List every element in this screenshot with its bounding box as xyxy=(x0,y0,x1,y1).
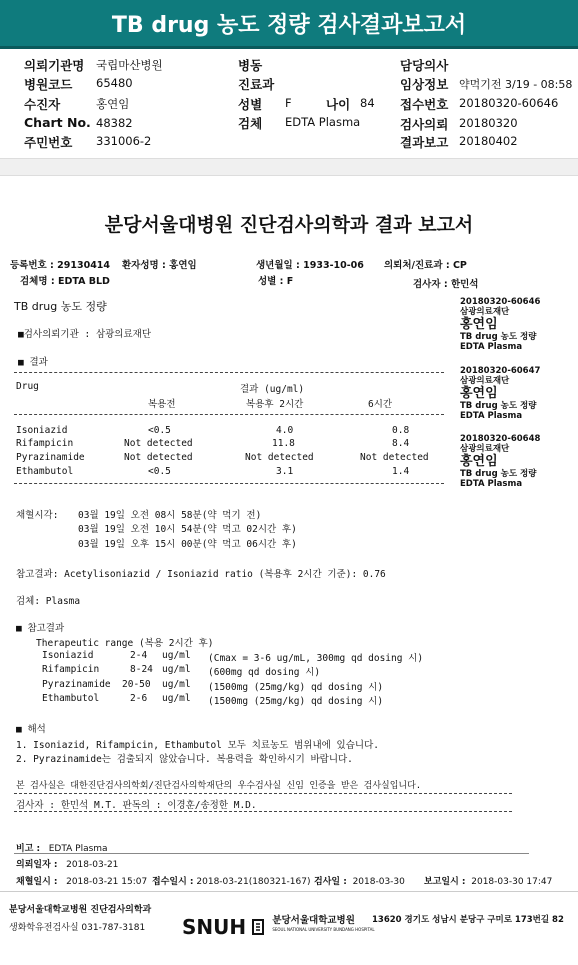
title-bar xyxy=(0,0,578,49)
header-value-report-date: 20180402 xyxy=(459,134,518,148)
draw-time-value: 2018-03-21 15:07 xyxy=(66,877,148,887)
report-sex-value: F xyxy=(286,276,294,287)
header-label-institution: 의뢰기관명 xyxy=(24,58,85,73)
collection-label: 채혈시각: xyxy=(16,510,59,521)
sticker-org: 삼광의료재단 xyxy=(460,307,510,317)
sticker-number: 20180320-60647 xyxy=(460,366,541,376)
sticker-test: TB drug 농도 정량 xyxy=(460,332,537,342)
draw-time-label: 채혈일시 : xyxy=(16,877,58,887)
result-drug-name: Isoniazid xyxy=(16,425,68,436)
dob-label: 생년월일 : xyxy=(256,260,300,271)
result-drug-name: Ethambutol xyxy=(16,466,74,477)
result-value-pre: <0.5 xyxy=(148,425,171,436)
range-note: (1500mg (25mg/kg) qd dosing 시) xyxy=(208,682,384,693)
sticker-name: 홍연임 xyxy=(460,317,498,332)
patient-name-value: 홍연임 xyxy=(169,260,197,271)
report-sex-label: 성별 : xyxy=(258,276,284,287)
dept-label: 의뢰처/진료과 : xyxy=(384,260,450,271)
header-value-specimen: EDTA Plasma xyxy=(285,115,361,129)
logo-mark-icon xyxy=(251,919,265,935)
header-label-chart-no: Chart No. xyxy=(24,115,91,130)
result-value-6h: Not detected xyxy=(360,452,429,463)
result-heading: ■ 결과 xyxy=(18,357,48,368)
request-date-value: 2018-03-21 xyxy=(66,860,119,870)
range-note: (Cmax = 3-6 ug/mL, 300mg qd dosing 시) xyxy=(208,653,424,664)
section-divider xyxy=(0,158,578,176)
test-name: TB drug 농도 정량 xyxy=(14,300,107,313)
result-value-2h: 3.1 xyxy=(276,466,294,477)
org-contact: 생화학유전검사실 031-787-3181 xyxy=(9,923,146,933)
range-note: (1500mg (25mg/kg) qd dosing 시) xyxy=(208,696,384,707)
report-time-value: 2018-03-30 17:47 xyxy=(471,877,553,887)
specimen-line: 검체: Plasma xyxy=(16,596,81,607)
logo-korean: 분당서울대학교병원 xyxy=(272,915,355,926)
range-unit: ug/ml xyxy=(162,679,191,690)
header-value-patient: 홍연임 xyxy=(96,97,130,111)
specimen-name-label: 검체명 : xyxy=(20,276,55,287)
logo-wordmark: SNUH xyxy=(182,915,247,939)
range-value: 2-6 xyxy=(130,693,148,704)
interpretation-line: 2. Pyrazinamide는 검출되지 않았습니다. 복용력을 확인하시기 바랍니다. xyxy=(16,754,353,765)
reference-result: 참고결과: Acetylisoniazid / Isoniazid ratio (복용후 2시간 기준): 0.76 xyxy=(16,569,386,580)
signers: 검사자 : 한민석 M.T. 판독의 : 이경훈/송정한 M.D. xyxy=(16,800,257,811)
range-drug: Ethambutol xyxy=(42,693,100,704)
reg-no-label: 등록번호 : xyxy=(10,260,54,271)
specimen-label-sticker xyxy=(460,366,540,421)
sticker-specimen: EDTA Plasma xyxy=(460,411,523,421)
range-note: (600mg qd dosing 시) xyxy=(208,667,321,678)
result-drug-name: Rifampicin xyxy=(16,438,74,449)
drug-column-header: Drug xyxy=(16,381,39,392)
dashed-rule xyxy=(14,372,444,373)
header-value-sex: F xyxy=(285,96,292,110)
header-label-patient: 수진자 xyxy=(24,97,61,112)
request-date-label: 의뢰일자 : xyxy=(16,860,58,870)
range-value: 20-50 xyxy=(122,679,151,690)
sticker-org: 삼광의료재단 xyxy=(460,444,510,454)
range-value: 2-4 xyxy=(130,650,148,661)
exam-date-value: 2018-03-30 xyxy=(352,877,405,887)
dashed-rule xyxy=(14,793,512,794)
result-drug-name: Pyrazinamide xyxy=(16,452,85,463)
result-value-6h: 0.8 xyxy=(392,425,410,436)
time-header-pre: 복용전 xyxy=(148,399,176,410)
footer-rule xyxy=(0,891,578,892)
sticker-specimen: EDTA Plasma xyxy=(460,342,523,352)
tester-value: 한민석 xyxy=(450,279,479,290)
note-label: 비고 : xyxy=(16,844,41,854)
receipt-time-label: 접수일시 : xyxy=(152,877,194,887)
header-label-clinical-info: 임상정보 xyxy=(400,77,449,92)
header-value-resident-no: 331006-2 xyxy=(96,134,152,148)
patient-name-label: 환자성명 : xyxy=(122,260,166,271)
result-value-2h: Not detected xyxy=(245,452,314,463)
header-value-request: 20180320 xyxy=(459,116,518,130)
receipt-time-value: 2018-03-21(180321-167) xyxy=(196,877,311,887)
specimen-label-sticker xyxy=(460,297,540,352)
interpretation-heading: ■ 해석 xyxy=(16,724,46,735)
footer-rule xyxy=(14,853,529,854)
header-label-hospital-code: 병원코드 xyxy=(24,77,73,92)
range-drug: Pyrazinamide xyxy=(42,679,111,690)
header-value-clinical-info: 약먹기전 3/19 - 08:58 xyxy=(459,78,573,91)
page-title: TB drug 농도 정량 검사결과보고서 xyxy=(111,13,467,38)
collection-time: 03월 19일 오후 15시 00분(약 먹고 06시간 후) xyxy=(78,539,297,550)
range-drug: Isoniazid xyxy=(42,650,94,661)
header-value-age: 84 xyxy=(360,96,375,110)
sticker-name: 홍연임 xyxy=(460,454,498,469)
header-label-specimen: 검체 xyxy=(238,116,263,131)
range-unit: ug/ml xyxy=(162,664,191,675)
header-label-resident-no: 주민번호 xyxy=(24,135,73,150)
header-label-ward: 병동 xyxy=(238,58,263,73)
reg-no-value: 29130414 xyxy=(57,260,111,271)
sticker-org: 삼광의료재단 xyxy=(460,376,510,386)
header-label-report-date: 결과보고 xyxy=(400,135,449,150)
collection-time: 03월 19일 오전 08시 58분(약 먹기 전) xyxy=(78,510,262,521)
result-value-2h: 4.0 xyxy=(276,425,294,436)
specimen-name-value: EDTA BLD xyxy=(57,276,110,287)
report-title: 분당서울대병원 진단검사의학과 결과 보고서 xyxy=(104,214,474,236)
header-value-hospital-code: 65480 xyxy=(96,76,133,90)
time-header-2h: 복용후 2시간 xyxy=(246,399,304,410)
sticker-number: 20180320-60648 xyxy=(460,434,541,444)
header-label-department: 진료과 xyxy=(238,77,275,92)
dob-value: 1933-10-06 xyxy=(303,260,364,271)
result-value-6h: 1.4 xyxy=(392,466,410,477)
note-value: EDTA Plasma xyxy=(48,844,108,854)
sticker-test: TB drug 농도 정량 xyxy=(460,469,537,479)
result-value-pre: Not detected xyxy=(124,438,193,449)
range-unit: ug/ml xyxy=(162,650,191,661)
dept-value: CP xyxy=(452,260,467,271)
dashed-rule xyxy=(14,483,444,484)
range-drug: Rifampicin xyxy=(42,664,100,675)
report-time-label: 보고일시 : xyxy=(424,877,466,887)
header-value-chart-no: 48382 xyxy=(96,116,133,130)
collection-time: 03월 19일 오전 10시 54분(약 먹고 02시간 후) xyxy=(78,524,297,535)
result-value-pre: <0.5 xyxy=(148,466,171,477)
sticker-test: TB drug 농도 정량 xyxy=(460,401,537,411)
org-name: 분당서울대학교병원 진단검사의학과 xyxy=(9,905,152,915)
hospital-address: 13620 경기도 성남시 분당구 구미로 173번길 82 xyxy=(372,915,564,925)
dashed-rule xyxy=(14,811,512,812)
sticker-name: 홍연임 xyxy=(460,386,498,401)
lab-institution-line: ■검사의뢰기관 : 삼광의료재단 xyxy=(18,329,152,340)
specimen-label-sticker xyxy=(460,434,540,489)
interpretation-line: 1. Isoniazid, Rifampicin, Ethambutol 모두 치료농도 범위내에 있습니다. xyxy=(16,740,379,751)
dashed-rule xyxy=(14,414,444,415)
header-label-receipt-no: 접수번호 xyxy=(400,97,449,112)
result-value-6h: 8.4 xyxy=(392,438,410,449)
header-label-request: 검사의뢰 xyxy=(400,117,449,132)
header-label-age: 나이 xyxy=(326,97,351,112)
sticker-number: 20180320-60646 xyxy=(460,297,541,307)
result-value-pre: Not detected xyxy=(124,452,193,463)
header-label-doctor: 담당의사 xyxy=(400,58,449,73)
hospital-logo xyxy=(182,915,375,939)
certification-statement: 본 검사실은 대한진단검사의학회/진단검사의학재단의 우수검사실 신임 인증을 받은 검사실입니다. xyxy=(16,781,422,791)
header-value-institution: 국립마산병원 xyxy=(96,58,163,72)
reference-heading: ■ 참고결과 xyxy=(16,623,65,634)
header-value-receipt-no: 20180320-60646 xyxy=(459,96,559,110)
time-header-6h: 6시간 xyxy=(368,399,393,410)
range-unit: ug/ml xyxy=(162,693,191,704)
result-value-2h: 11.8 xyxy=(272,438,295,449)
tester-label: 검사자 : xyxy=(413,279,448,290)
header-label-sex: 성별 xyxy=(238,97,263,112)
sticker-specimen: EDTA Plasma xyxy=(460,479,523,489)
therapeutic-range: Therapeutic range (복용 2시간 후) xyxy=(36,638,214,649)
range-value: 8-24 xyxy=(130,664,153,675)
exam-date-label: 검사일 : xyxy=(314,877,347,887)
result-unit-header: 결과 (ug/ml) xyxy=(240,384,305,395)
logo-english: SEOUL NATIONAL UNIVERSITY BUNDANG HOSPITAL xyxy=(272,927,375,932)
